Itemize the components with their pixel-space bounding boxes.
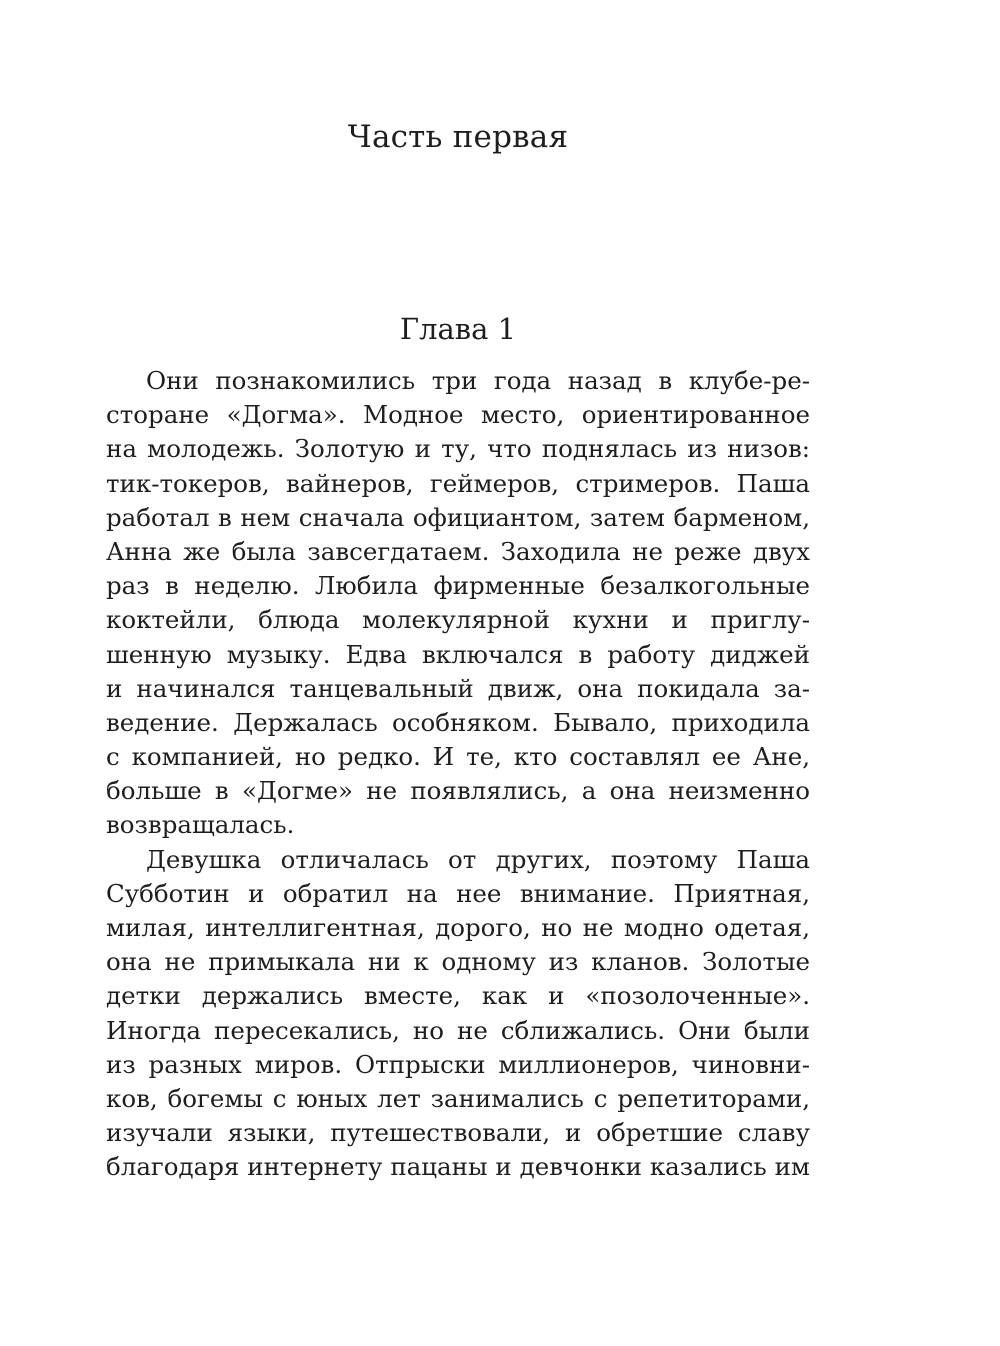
text-line: детки держались вместе, как и «позолоченные». bbox=[106, 981, 810, 1011]
text-line: шенную музыку. Едва включался в работу диджей bbox=[106, 639, 810, 669]
text-line: из разных миров. Отпрыски миллионеров, чиновни- bbox=[106, 1049, 810, 1079]
text-line: коктейли, блюда молекулярной кухни и приглу- bbox=[106, 605, 810, 635]
text-line: с компанией, но редко. И те, кто составлял ее Ане, bbox=[106, 742, 810, 772]
text-line: Анна же была завсегдатаем. Заходила не реже двух bbox=[106, 536, 810, 566]
text-line: сторане «Догма». Модное место, ориентированное bbox=[106, 400, 810, 430]
paragraph-2 bbox=[106, 843, 810, 1185]
text-line: милая, интеллигентная, дорого, но не модно одетая, bbox=[106, 913, 810, 942]
text-line: благодаря интернету пацаны и девчонки казались им bbox=[106, 1152, 810, 1182]
text-line: Субботин и обратил на нее внимание. Приятная, bbox=[106, 878, 810, 908]
text-line: и начинался танцевальный движ, она покидала за- bbox=[106, 673, 810, 703]
text-line: больше в «Догме» не появлялись, а она неизменно bbox=[106, 776, 810, 806]
text-line: ков, богемы с юных лет занимались с репетиторами, bbox=[106, 1083, 810, 1113]
chapter-title: Глава 1 bbox=[399, 312, 517, 346]
text-line: раз в неделю. Любила фирменные безалкогольные bbox=[106, 571, 810, 601]
text-line: тик-токеров, вайнеров, геймеров, стримеров. Паша bbox=[106, 468, 810, 498]
text-line: работал в нем сначала официантом, затем барменом, bbox=[106, 502, 810, 532]
paragraph-1 bbox=[106, 364, 810, 843]
text-line: Девушка отличалась от других, поэтому Паша bbox=[146, 844, 810, 874]
text-line: Иногда пересекались, но не сближались. Они были bbox=[106, 1015, 810, 1045]
text-line: Они познакомились три года назад в клубе-ре- bbox=[146, 366, 810, 395]
text-line: изучали языки, путешествовали, и обретшие славу bbox=[106, 1118, 810, 1148]
part-title: Часть первая bbox=[347, 119, 569, 155]
text-line: она не примыкала ни к одному из кланов. Золотые bbox=[106, 947, 810, 977]
text-line: ведение. Держалась особняком. Бывало, приходила bbox=[106, 707, 810, 737]
chapter-body bbox=[106, 364, 810, 1185]
text-line: на молодежь. Золотую и ту, что поднялась из низов: bbox=[106, 434, 810, 464]
text-line: возвращалась. bbox=[106, 810, 295, 840]
